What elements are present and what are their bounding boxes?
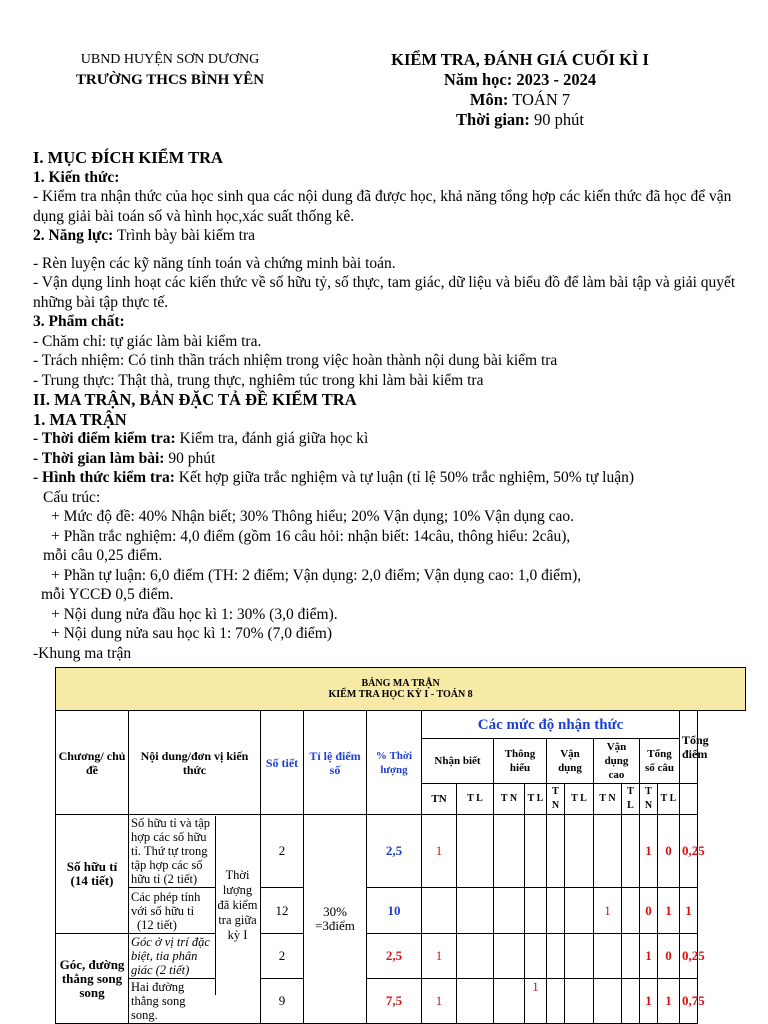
issuer-block <box>60 50 280 90</box>
paragraph: -Khung ma trận <box>33 644 132 662</box>
table-row <box>56 888 746 934</box>
cell-score: 0,25 <box>680 815 698 888</box>
header-content: Nội dung/đơn vị kiến thức <box>129 711 261 815</box>
cell-score: 1 <box>680 888 698 934</box>
duration-line: Thời gian: 90 phút <box>456 110 584 129</box>
paragraph: - Hình thức kiểm tra: Kết hợp giữa trắc nghiệm và tự luận (tỉ lệ 50% trắc nghiệm, 50% tự luận) <box>33 469 635 486</box>
table-row <box>56 979 746 1024</box>
paragraph: - Chăm chỉ: tự giác làm bài kiểm tra. <box>33 332 262 350</box>
table-row <box>56 934 746 979</box>
document-header <box>0 50 768 130</box>
periods-cell: 9 <box>261 979 304 1024</box>
level-total-questions: Tổng số câu <box>640 739 680 784</box>
cell-nb-tl <box>457 979 494 1024</box>
bullet-continuation: mỗi câu 0,25 điểm. <box>43 547 163 564</box>
header-periods: Số tiết <box>261 711 304 815</box>
time-note-cell: Thời lượng đã kiểm tra giữa kỳ I <box>215 816 261 995</box>
total-header-spacer <box>680 784 698 815</box>
cell-th-tl: 1 <box>525 979 547 1024</box>
cell-nb-tn <box>422 888 457 934</box>
periods-cell: 2 <box>261 815 304 888</box>
cell-total-tl: 1 <box>658 979 680 1024</box>
paragraph: - Rèn luyện các kỹ năng tính toán và chứng minh bài toán. <box>33 254 396 272</box>
section-heading: II. MA TRẬN, BẢN ĐẶC TẢ ĐỀ KIỂM TRA <box>33 390 357 409</box>
col-tn: TN <box>422 784 457 815</box>
ratio-cell: 30% =3điểm <box>304 815 367 1024</box>
bullet: + Phần tự luận: 6,0 điểm (TH: 2 điểm; Vận dụng: 2,0 điểm; Vận dụng cao: 1,0 điểm), <box>51 566 582 584</box>
bullet: + Phần trắc nghiệm: 4,0 điểm (gồm 16 câu hỏi: nhận biết: 14câu, thông hiểu: 2câu), <box>51 527 571 545</box>
exam-title-block <box>360 50 680 130</box>
pct-cell: 2,5 <box>367 815 422 888</box>
cell-total-tl: 0 <box>658 815 680 888</box>
level-understand: Thông hiểu <box>494 739 547 784</box>
school-name: TRƯỜNG THCS BÌNH YÊN <box>75 72 265 88</box>
subsection-heading: 1. MA TRẬN <box>33 409 127 429</box>
content-cell: Góc ở vị trí đặc biệt, tia phân giác (2 tiết) <box>129 934 261 979</box>
subsection-heading: 3. Phẩm chất: <box>33 313 125 330</box>
table-row <box>56 815 746 888</box>
paragraph: - Trách nhiệm: Có tinh thần trách nhiệm trong việc hoàn thành nội dung bài kiểm tra <box>33 352 558 369</box>
exam-title: KIỂM TRA, ĐÁNH GIÁ CUỐI KÌ I <box>391 50 649 69</box>
cell-nb-tn: 1 <box>422 815 457 888</box>
content-cell: Hai đường thẳng song song. <box>129 979 261 1024</box>
bullet: + Nội dung nửa đầu học kì 1: 30% (3,0 điểm). <box>51 605 338 623</box>
bullet: + Mức độ đề: 40% Nhận biết; 30% Thông hiểu; 20% Vận dụng; 10% Vận dụng cao. <box>51 508 574 525</box>
pct-cell: 10 <box>367 888 422 934</box>
col-tn: T N <box>494 784 525 815</box>
periods-cell: 2 <box>261 934 304 979</box>
col-tl: T L <box>525 784 547 815</box>
col-tn: T N <box>547 784 565 815</box>
cell-score: 0,25 <box>680 934 698 979</box>
content-cell: Các phép tính với số hữu tỉ (12 tiết) <box>129 888 261 934</box>
cell-total-tl: 0 <box>658 934 680 979</box>
header-time: % Thời lượng <box>367 711 422 815</box>
header-ratio: Tỉ lệ điểm số <box>304 711 367 815</box>
paragraph: 2. Năng lực: Trình bày bài kiểm tra <box>33 227 255 244</box>
paragraph: - Vận dụng linh hoạt các kiến thức về số hữu tỷ, số thực, tam giác, dữ liệu và biểu đồ để làm bài tập và giải quyết những bài tập thực tế. <box>33 274 736 311</box>
cell-vdc-tn <box>594 815 622 888</box>
table-caption: BẢNG MA TRẬN KIỂM TRA HỌC KỲ I - TOÁN 8 <box>56 668 746 711</box>
header-total: Tổng điểm <box>680 711 698 784</box>
periods-cell: 12 <box>261 888 304 934</box>
cell-total-tl: 1 <box>658 888 680 934</box>
chapter-cell: Góc, đường thẳng song song <box>56 934 129 1024</box>
paragraph: - Trung thực: Thật thà, trung thực, nghiêm túc trong khi làm bài kiểm tra <box>33 371 484 389</box>
cell-nb-tn: 1 <box>422 934 457 979</box>
pct-cell: 7,5 <box>367 979 422 1024</box>
col-tl: T L <box>658 784 680 815</box>
cell-total-tn: 1 <box>640 815 658 888</box>
content-cell: Số hữu tỉ và tập hợp các số hữu tỉ. Thứ tự trong tập hợp các số hữu tỉ (2 tiết) <box>129 815 261 888</box>
level-recognize: Nhận biết <box>422 739 494 784</box>
col-tn: T N <box>594 784 622 815</box>
bullet-continuation: mỗi YCCĐ 0,5 điểm. <box>41 586 174 603</box>
level-apply-high: Vận dụng cao <box>594 739 640 784</box>
cell-vdc-tn: 1 <box>594 888 622 934</box>
cell-total-tn: 1 <box>640 934 658 979</box>
col-tn: T N <box>640 784 658 815</box>
cell-vdc-tn <box>594 979 622 1024</box>
section-heading: I. MỤC ĐÍCH KIỂM TRA <box>33 148 223 167</box>
paragraph: - Thời điểm kiểm tra: Kiểm tra, đánh giá giữa học kì <box>33 430 369 447</box>
cell-vdc-tn <box>594 934 622 979</box>
cell-nb-tl <box>457 815 494 888</box>
cell-total-tn: 1 <box>640 979 658 1024</box>
paragraph: Cấu trúc: <box>43 488 101 506</box>
cell-total-tn: 0 <box>640 888 658 934</box>
matrix-table <box>55 667 746 1024</box>
cell-score: 0,75 <box>680 979 698 1024</box>
bullet: + Nội dung nửa sau học kì 1: 70% (7,0 điểm) <box>51 625 333 642</box>
col-tl: T L <box>622 784 640 815</box>
document-body <box>33 148 749 663</box>
subsection-heading: 1. Kiến thức: <box>33 168 120 186</box>
header-chapter: Chương/ chủ đề <box>56 711 129 815</box>
school-year: Năm học: 2023 - 2024 <box>443 70 597 89</box>
subject-line: Môn: TOÁN 7 <box>469 90 571 109</box>
district-name: UBND HUYỆN SƠN DƯƠNG <box>80 52 260 67</box>
cell-nb-tl <box>457 888 494 934</box>
level-apply: Vận dụng <box>547 739 594 784</box>
paragraph: - Kiểm tra nhận thức của học sinh qua các nội dung đã được học, khả năng tổng hợp các kiến thức đã học để vận dụng giải bài toán số và hình học,xác suất thống kê. <box>33 188 732 225</box>
header-levels: Các mức độ nhận thức <box>422 711 680 739</box>
pct-cell: 2,5 <box>367 934 422 979</box>
col-tl: T L <box>457 784 494 815</box>
cell-nb-tn: 1 <box>422 979 457 1024</box>
cell-nb-tl <box>457 934 494 979</box>
paragraph: - Thời gian làm bài: 90 phút <box>33 449 216 467</box>
chapter-cell: Số hữu tỉ (14 tiết) <box>56 815 129 934</box>
col-tl: T L <box>565 784 594 815</box>
